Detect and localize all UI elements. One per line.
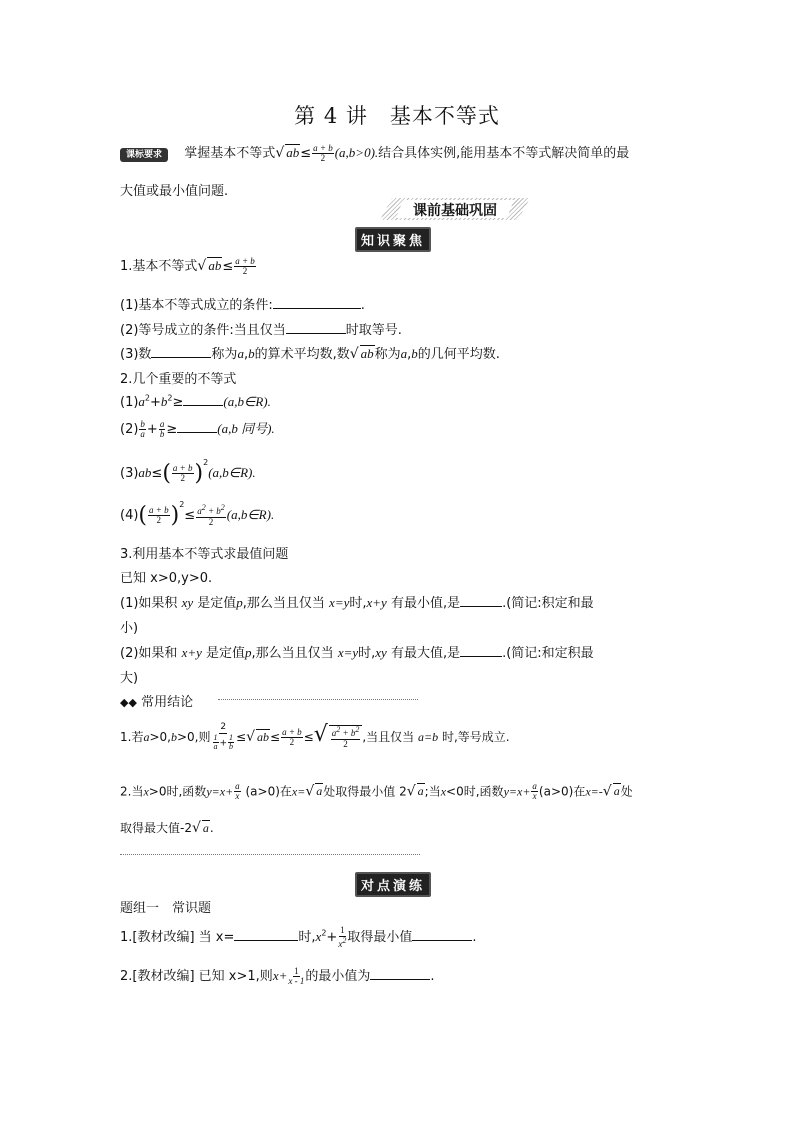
s2-item1-no: (1) xyxy=(120,395,139,410)
conclusion-2-h: 处 xyxy=(620,784,633,799)
conclusion-2-c: (a>0)在 xyxy=(245,784,292,799)
lecture-number: 第 4 讲 xyxy=(294,104,368,128)
s1-item3-text2: 称为 xyxy=(211,347,238,362)
s3-p2-f: .(简记:和定积最 xyxy=(502,646,594,661)
requirement-lead: 掌握基本不等式 xyxy=(184,146,276,161)
conclusion-1-c: ,当且仅当 xyxy=(362,730,415,744)
divider xyxy=(120,854,420,855)
conclusion-1: 1.若a>0,b>0,则 2 $\frac{1}{a}$ + $\frac{1}{b}$ ≤√ ab≤ $\frac{a + b}{2}$ ≤√ $\frac{a2 + b2}{2}$ ,当且仅当 a=b 时,等号成立. xyxy=(120,722,510,752)
s3-p2-e: 有最大值,是 xyxy=(390,646,461,661)
question-2-a: 2.[教材改编] 已知 x>1,则 xyxy=(120,969,273,984)
conclusions-head-text: 常用结论 xyxy=(141,695,194,710)
s1-head-text: 1.基本不等式 xyxy=(120,259,198,274)
s1-item1-text: (1)基本不等式成立的条件: xyxy=(120,298,273,313)
s3-p1-b: 是定值 xyxy=(197,596,237,611)
requirement-tail2: 大值或最小值问题. xyxy=(120,184,229,199)
conclusion-2-j: . xyxy=(209,821,214,835)
s3-p1-d: 时, xyxy=(349,596,367,611)
s3-p2-cont: 大) xyxy=(120,671,139,686)
s2-item2-no: (2) xyxy=(120,422,139,437)
s3-p2-c: ,那么当且仅当 xyxy=(251,646,334,661)
answer-blank[interactable] xyxy=(460,644,502,657)
answer-blank[interactable] xyxy=(286,321,346,334)
question-1-b: 时, xyxy=(298,930,316,945)
question-1-d: . xyxy=(472,930,477,945)
s3-given: 已知 x>0,y>0. xyxy=(120,571,213,586)
s3-p1: (1)如果积 xy 是定值p,那么当且仅当 x=y时,x+y 有最小值,是 .(简记:积定和最 xyxy=(120,595,594,611)
answer-blank[interactable] xyxy=(273,296,361,309)
conclusion-2-g: (a>0)在 xyxy=(538,784,586,799)
answer-blank[interactable] xyxy=(234,928,298,941)
practice-pill: 对点演练 xyxy=(355,872,431,897)
s2-item4-no: (4) xyxy=(120,508,139,523)
conclusion-2-f: 时,函数 xyxy=(463,784,504,799)
conclusion-2-a: 2.当 xyxy=(120,784,144,799)
s3-p1-cont: 小) xyxy=(120,621,139,636)
question-2: 2.[教材改编] 已知 x>1,则x+ $\frac{1}{x - 1}$ 的最小值为 . xyxy=(120,965,435,986)
answer-blank[interactable] xyxy=(370,967,430,980)
s2-item4-cond: (a,b∈R). xyxy=(226,507,275,522)
s2-item1-cond: (a,b∈R). xyxy=(223,394,271,409)
conclusion-2-e: ;当 xyxy=(424,784,441,799)
s1-head: 1.基本不等式√ ab≤ $\frac{a + b}{2}$ xyxy=(120,255,255,276)
s1-item3-text5: 的几何平均数. xyxy=(417,347,500,362)
s1-item2 xyxy=(120,319,402,338)
s1-item3-text4: 称为 xyxy=(374,347,401,362)
s1-item3-text: (3)数 xyxy=(120,347,152,362)
s3-p1-a: (1)如果积 xyxy=(120,596,178,611)
s2-item2-cond: (a,b 同号). xyxy=(217,421,275,436)
question-1-a: 1.[教材改编] 当 x= xyxy=(120,930,235,945)
conclusion-2-d: 处取得最小值 2 xyxy=(323,784,407,799)
conclusion-1-d: 时,等号成立. xyxy=(441,730,510,744)
s2-head: 2.几个重要的不等式 xyxy=(120,372,237,387)
conclusion-1-b: ,则 xyxy=(194,730,211,744)
s2-item3-cond: (a,b∈R). xyxy=(208,465,256,480)
s2-item1: $(1)a^2+b^2\ge$ (a,b∈R). xyxy=(120,393,271,410)
conclusion-2-i: 取得最大值-2 xyxy=(120,821,192,835)
requirement-line: 课标要求 掌握基本不等式√ ab≤ $\frac{a + b}{2}$ (a,b>0).结合具体实例,能用基本不等式解决简单的最 xyxy=(120,142,629,163)
conclusion-2: 2.当x>0时,函数y=x+ $\frac{a}{x}$ (a>0)在x=√ a处取得最小值 2√ a;当x<0时,函数y=x+ $\frac{a}{x}$ (a>0)在x=-√ a处 xyxy=(120,781,633,802)
practice-group: 题组一 常识题 xyxy=(120,901,212,916)
question-2-b: 的最小值为 xyxy=(305,969,371,984)
diamond-icon: ◆◆ xyxy=(120,696,137,709)
s1-item2-text: (2)等号成立的条件:当且仅当 xyxy=(120,323,286,338)
conclusions-head xyxy=(120,691,193,710)
s2-item3: (3)ab≤( $\frac{a + b}{2}$ )$^2$(a,b∈R). xyxy=(120,458,256,486)
answer-blank[interactable] xyxy=(177,420,217,433)
s2-item4: (4)( $\frac{a + b}{2}$ )$^2$≤ $\frac{a2 + b2}{2}$ (a,b∈R). xyxy=(120,500,275,528)
requirement-cond: (a,b>0). xyxy=(334,145,379,160)
question-1: 1.[教材改编] 当 x= 时$,x^2+$ $\frac{1}{x2}$ 取得最小值 . xyxy=(120,925,477,949)
s3-p1-f: .(简记:积定和最 xyxy=(502,596,594,611)
requirement-badge: 课标要求 xyxy=(120,148,168,162)
s3-p2-b: 是定值 xyxy=(206,646,246,661)
conclusion-2-b: 时,函数 xyxy=(166,784,207,799)
s3-p2-d: 时, xyxy=(358,646,376,661)
page-title xyxy=(0,100,794,130)
section-banner xyxy=(380,198,530,220)
section-banner-text: 课前基础巩固 xyxy=(413,203,497,219)
question-1-c: 取得最小值 xyxy=(347,930,413,945)
divider xyxy=(218,699,418,700)
s1-item3: (3)数 称为a,b的算术平均数,数√ ab称为a,b的几何平均数. xyxy=(120,346,500,362)
s3-p2-a: (2)如果和 xyxy=(120,646,178,661)
answer-blank[interactable] xyxy=(412,928,472,941)
s3-p2: (2)如果和 x+y 是定值p,那么当且仅当 x=y时,xy 有最大值,是 .(简记:和定积最 xyxy=(120,645,594,661)
question-2-c: . xyxy=(430,969,435,984)
conclusion-2-cont: 取得最大值-2√ a. xyxy=(120,820,214,836)
s1-item1-end: . xyxy=(360,298,365,313)
knowledge-pill: 知识聚焦 xyxy=(355,227,431,252)
s2-item3-no: (3) xyxy=(120,466,139,481)
s1-item1 xyxy=(120,294,365,313)
lecture-topic: 基本不等式 xyxy=(389,104,500,128)
answer-blank[interactable] xyxy=(460,594,502,607)
s1-item2-end: 时取等号. xyxy=(345,323,402,338)
s1-item3-text3: 的算术平均数,数 xyxy=(254,347,350,362)
conclusion-1-a: 1.若 xyxy=(120,730,144,744)
answer-blank[interactable] xyxy=(183,393,223,406)
answer-blank[interactable] xyxy=(151,345,211,358)
s3-p1-e: 有最小值,是 xyxy=(390,596,461,611)
s2-item2: (2) $\frac{b}{a}$ + $\frac{a}{b}$ ≥ (a,b 同号). xyxy=(120,418,275,439)
s3-p1-c: ,那么当且仅当 xyxy=(242,596,325,611)
requirement-tail: 结合具体实例,能用基本不等式解决简单的最 xyxy=(378,146,630,161)
s3-head: 3.利用基本不等式求最值问题 xyxy=(120,547,289,562)
